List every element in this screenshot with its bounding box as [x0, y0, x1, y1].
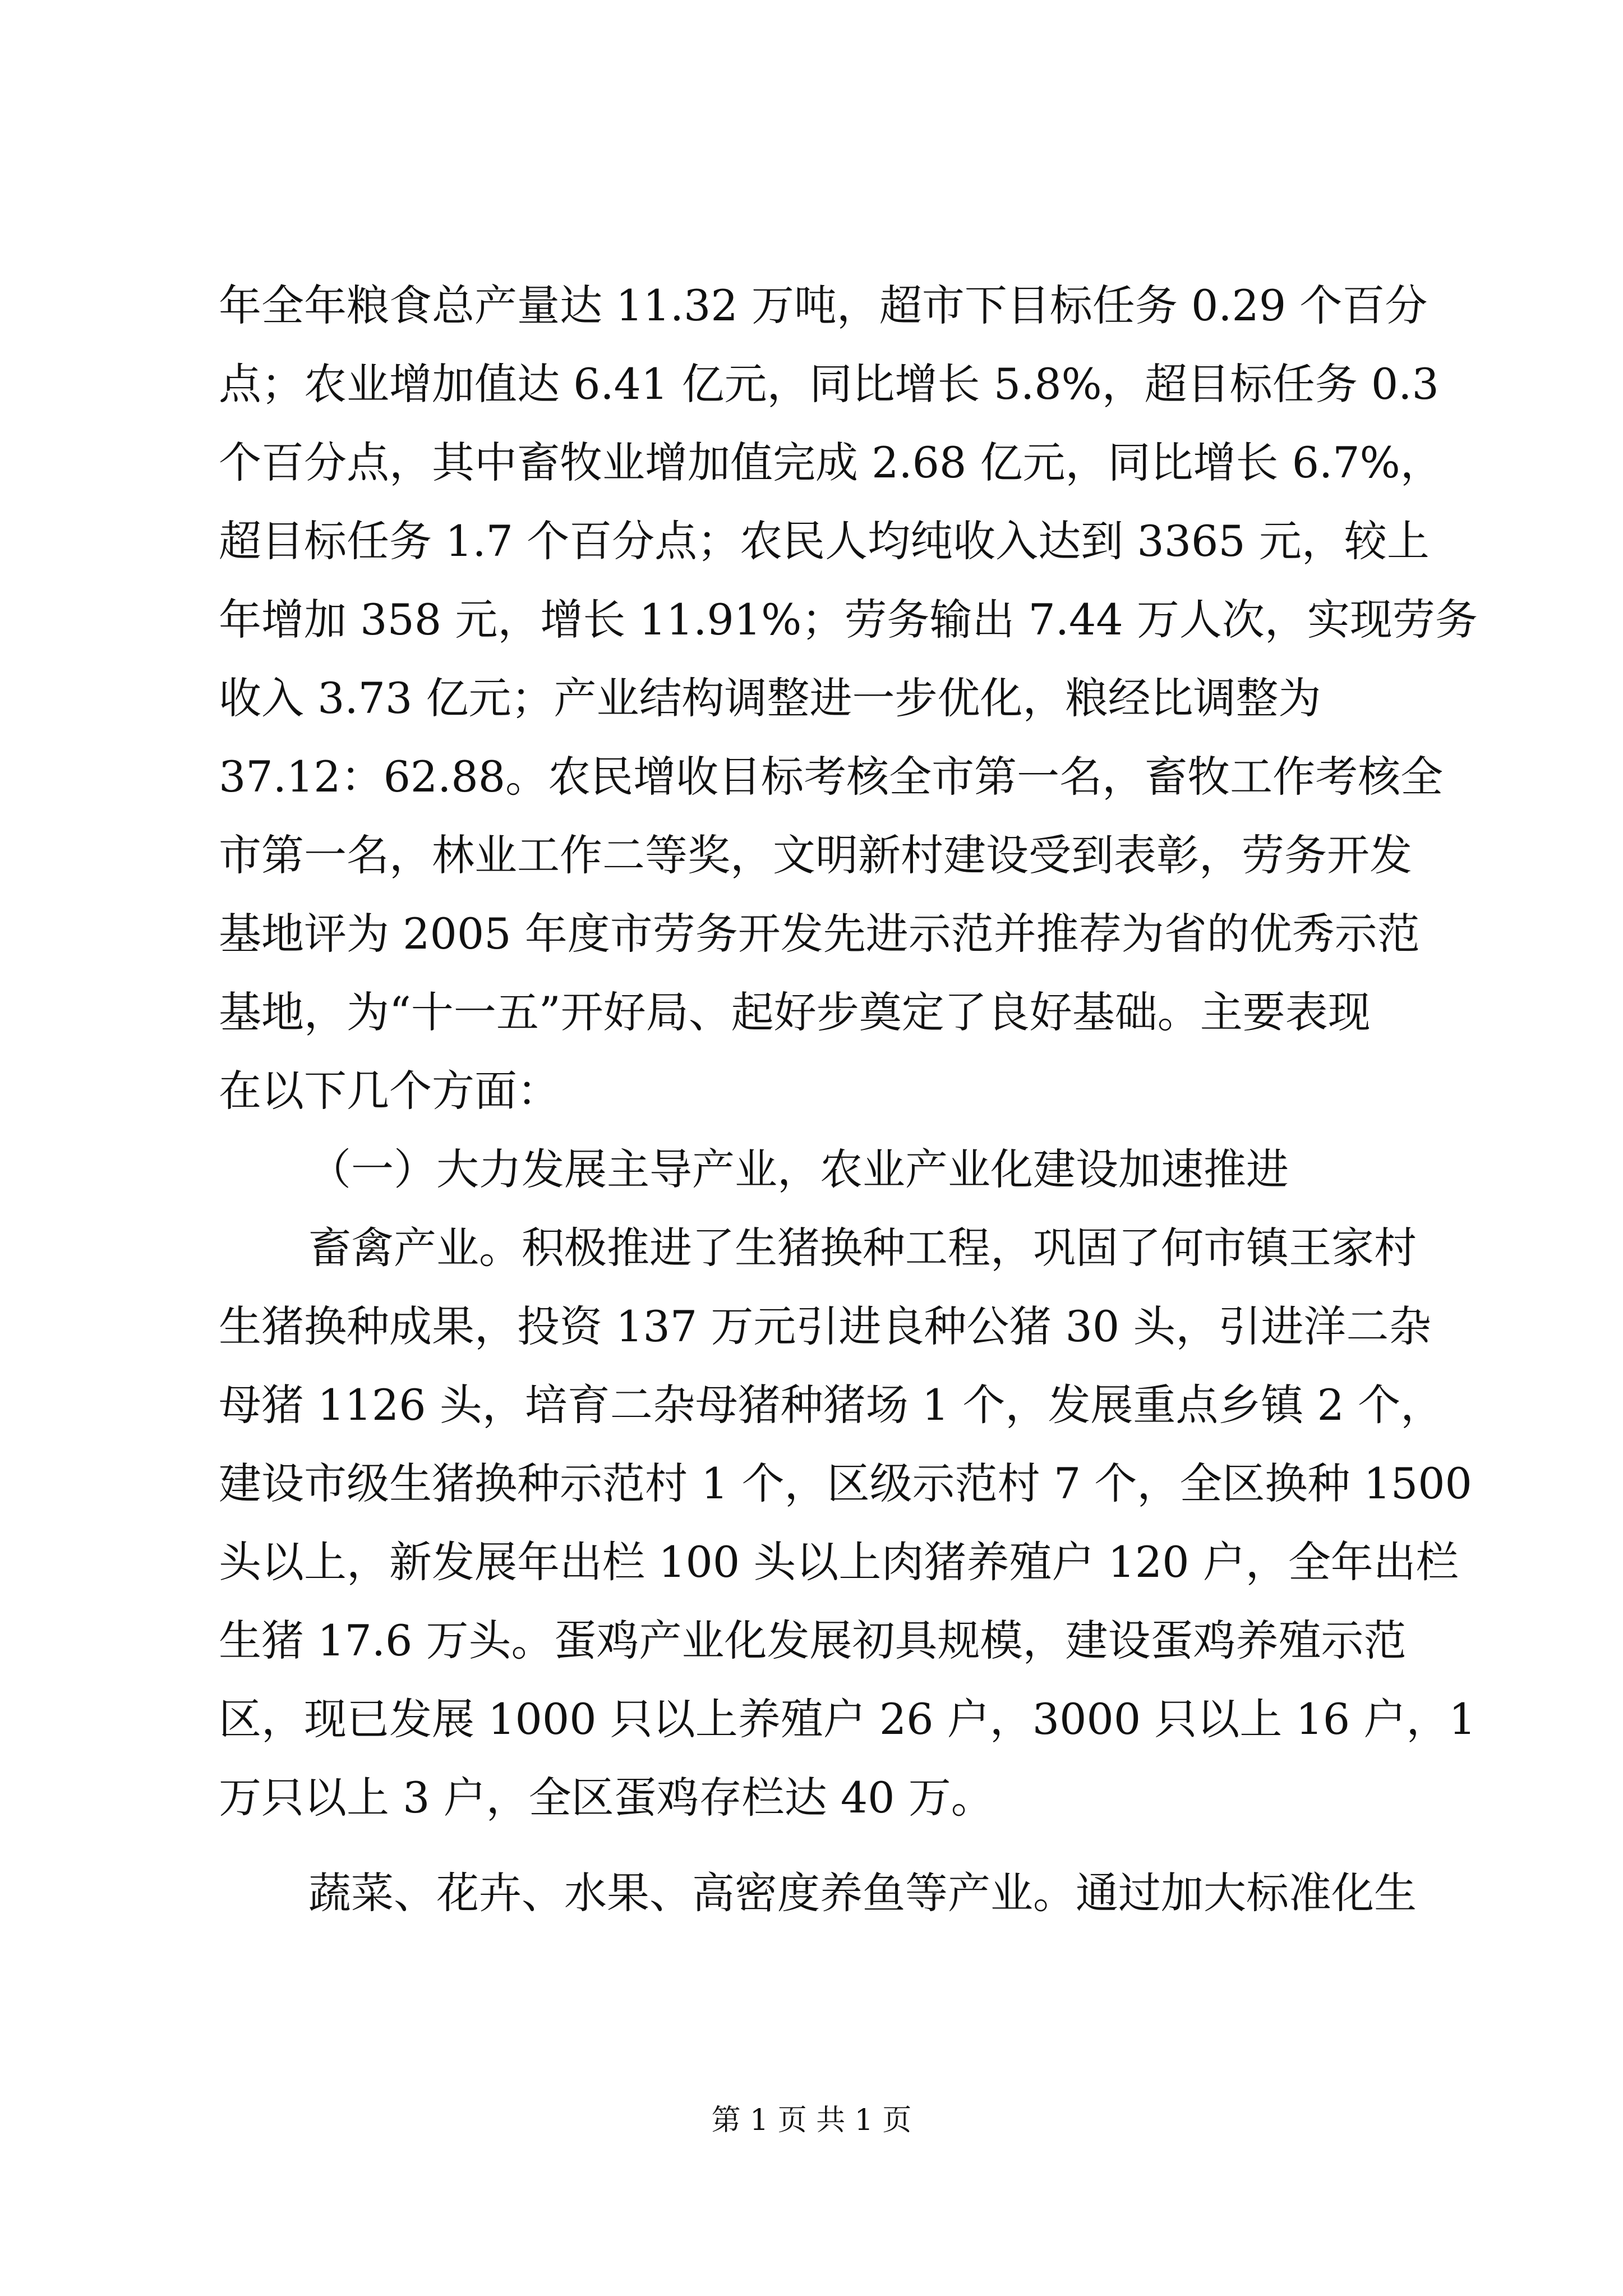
body-line: 畜禽产业。积极推进了生猪换种工程，巩固了何市镇王家村 — [308, 1223, 1417, 1273]
body-line: 37.12：62.88。农民增收目标考核全市第一名，畜牧工作考核全 — [219, 752, 1444, 802]
body-line: 在以下几个方面： — [219, 1066, 560, 1116]
page-footer: 第 1 页 共 1 页 — [711, 2104, 912, 2137]
body-line: 基地评为 2005 年度市劳务开发先进示范并推荐为省的优秀示范 — [219, 909, 1420, 959]
body-line: 点；农业增加值达 6.41 亿元，同比增长 5.8%，超目标任务 0.3 — [219, 359, 1439, 409]
body-line: 建设市级生猪换种示范村 1 个，区级示范村 7 个，全区换种 1500 — [219, 1458, 1472, 1508]
body-line: 年增加 358 元，增长 11.91%；劳务输出 7.44 万人次，实现劳务 — [219, 595, 1478, 645]
body-line: 区，现已发展 1000 只以上养殖户 26 户，3000 只以上 16 户，1 — [219, 1694, 1476, 1744]
body-line: 市第一名，林业工作二等奖，文明新村建设受到表彰，劳务开发 — [219, 830, 1412, 880]
body-line: 头以上，新发展年出栏 100 头以上肉猪养殖户 120 户，全年出栏 — [219, 1537, 1459, 1587]
body-line: 个百分点，其中畜牧业增加值完成 2.68 亿元，同比增长 6.7%， — [219, 438, 1443, 487]
body-line: 年全年粮食总产量达 11.32 万吨，超市下目标任务 0.29 个百分 — [219, 280, 1428, 330]
body-line: 蔬菜、花卉、水果、高密度养鱼等产业。通过加大标准化生 — [308, 1868, 1417, 1918]
body-line: 超目标任务 1.7 个百分点；农民人均纯收入达到 3365 元，较上 — [219, 516, 1430, 566]
body-line: 万只以上 3 户，全区蛋鸡存栏达 40 万。 — [219, 1773, 994, 1823]
body-line: 收入 3.73 亿元；产业结构调整进一步优化，粮经比调整为 — [219, 673, 1321, 723]
section-heading: （一）大力发展主导产业，农业产业化建设加速推进 — [308, 1144, 1289, 1194]
body-line: 生猪 17.6 万头。蛋鸡产业化发展初具规模，建设蛋鸡养殖示范 — [219, 1616, 1407, 1665]
body-line: 生猪换种成果，投资 137 万元引进良种公猪 30 头，引进洋二杂 — [219, 1301, 1432, 1351]
body-line: 基地，为“十一五”开好局、起好步奠定了良好基础。主要表现 — [219, 987, 1371, 1037]
body-line: 母猪 1126 头，培育二杂母猪种猪场 1 个，发展重点乡镇 2 个， — [219, 1380, 1444, 1430]
